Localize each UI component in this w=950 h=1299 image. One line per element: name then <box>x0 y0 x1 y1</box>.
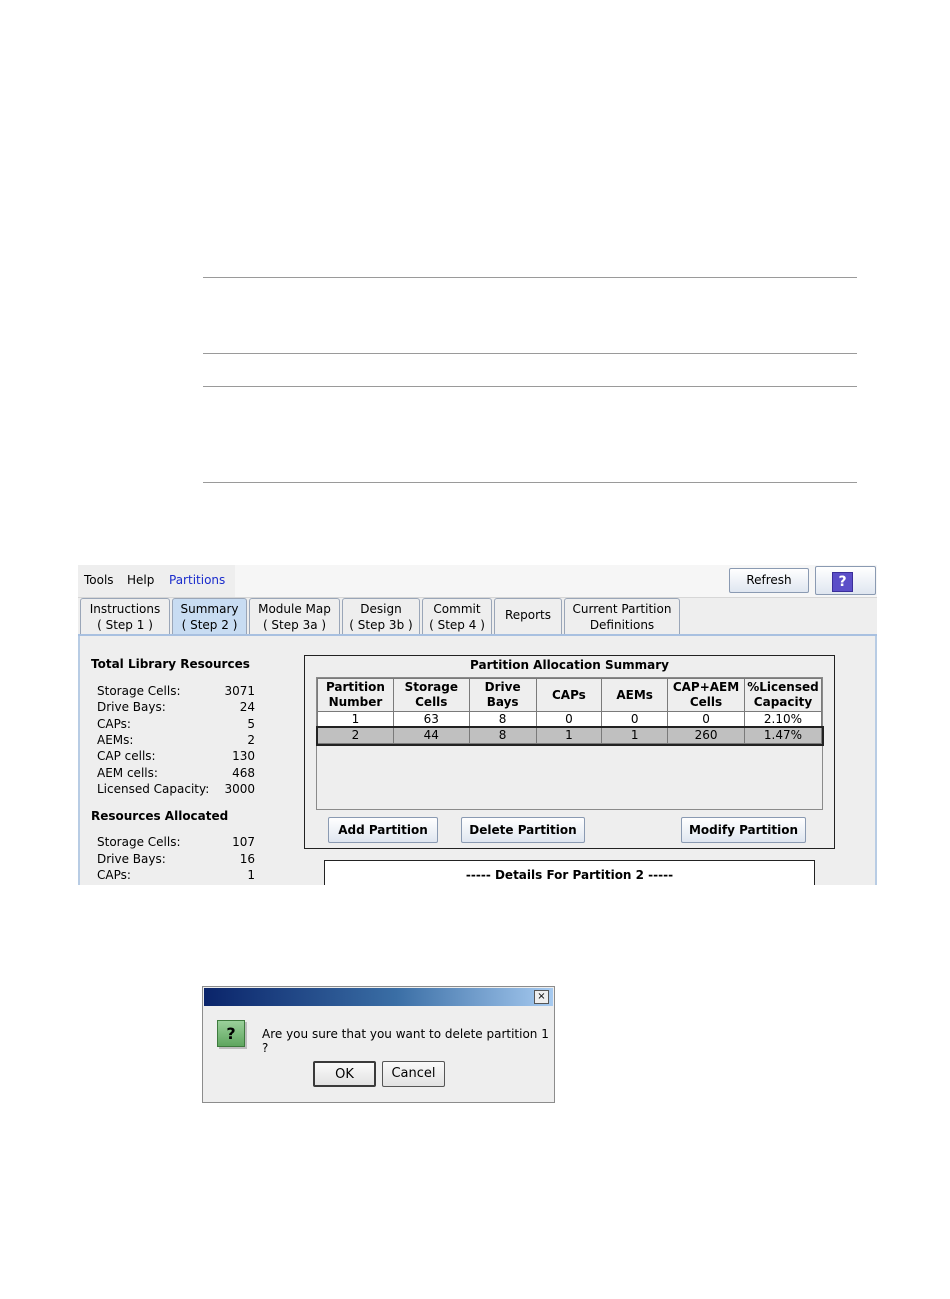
summary-tab-content <box>78 636 877 885</box>
tab-module-map[interactable] <box>249 598 340 634</box>
resource-value: 1 <box>247 868 255 882</box>
partitions-app-window <box>78 565 877 885</box>
tab-sublabel: ( Step 3b ) <box>349 618 413 632</box>
delete-confirmation-dialog <box>202 986 555 1103</box>
table-cell: 44 <box>393 728 469 744</box>
tab-sublabel: Definitions <box>589 618 655 632</box>
resource-value: 3000 <box>224 782 255 796</box>
total-resources-title: Total Library Resources <box>91 657 250 671</box>
tab-instructions[interactable] <box>80 598 170 634</box>
column-header-partition-number[interactable]: Partition Number <box>318 679 394 712</box>
tab-sublabel: ( Step 1 ) <box>97 618 153 632</box>
resource-label: Drive Bays: <box>97 852 166 866</box>
resource-value: 107 <box>232 835 255 849</box>
dialog-message: Are you sure that you want to delete partition 1 ? <box>262 1027 549 1055</box>
table-cell: 1.47% <box>744 728 821 744</box>
ok-button[interactable]: OK <box>313 1061 376 1087</box>
column-header-drive-bays[interactable]: Drive Bays <box>469 679 536 712</box>
question-icon: ? <box>217 1020 245 1047</box>
tab-sublabel: ( Step 3a ) <box>262 618 327 632</box>
help-button[interactable] <box>815 566 876 595</box>
table-cell: 8 <box>469 712 536 728</box>
resource-label: CAPs: <box>97 717 131 731</box>
table-cell: 2.10% <box>744 712 821 728</box>
resource-label: Storage Cells: <box>97 835 181 849</box>
resource-value: 5 <box>247 717 255 731</box>
table-cell: 1 <box>318 712 394 728</box>
menu-help[interactable]: Help <box>127 573 155 587</box>
details-panel-title: ----- Details For Partition 2 ----- <box>465 868 674 882</box>
allocated-resources-title: Resources Allocated <box>91 809 229 823</box>
add-partition-button[interactable]: Add Partition <box>328 817 438 843</box>
resource-label: CAP cells: <box>97 749 156 763</box>
help-question-icon: ? <box>832 572 853 592</box>
table-cell: 8 <box>469 728 536 744</box>
tab-label: Reports <box>504 608 552 622</box>
menu-tools[interactable]: Tools <box>84 573 114 587</box>
resource-label: Storage Cells: <box>97 684 181 698</box>
table-cell: 260 <box>668 728 745 744</box>
tab-design[interactable] <box>342 598 420 634</box>
tab-commit[interactable] <box>422 598 492 634</box>
table-header-row <box>318 679 822 712</box>
tab-sublabel: ( Step 2 ) <box>181 618 238 632</box>
tab-label: Summary <box>180 602 239 616</box>
close-icon[interactable]: × <box>534 990 549 1004</box>
tab-label: Design <box>360 602 402 616</box>
resource-label: CAPs: <box>97 868 131 882</box>
resource-label: AEMs: <box>97 733 134 747</box>
table-cell: 1 <box>536 728 602 744</box>
partition-table-container <box>316 677 823 810</box>
dialog-title-bar <box>204 988 553 1006</box>
table-cell: 1 <box>602 728 668 744</box>
table-cell: 0 <box>536 712 602 728</box>
divider-line <box>203 277 857 278</box>
table-row-selected[interactable] <box>318 728 822 744</box>
table-row[interactable] <box>318 712 822 728</box>
tab-label: Commit <box>433 602 481 616</box>
summary-panel-title: Partition Allocation Summary <box>470 658 669 672</box>
tab-summary[interactable] <box>172 598 247 634</box>
tab-label: Instructions <box>89 602 161 616</box>
cancel-button[interactable]: Cancel <box>382 1061 445 1087</box>
partition-details-panel <box>324 860 815 885</box>
table-cell: 2 <box>318 728 394 744</box>
modify-partition-button[interactable]: Modify Partition <box>681 817 806 843</box>
menu-partitions[interactable]: Partitions <box>169 573 226 587</box>
divider-line <box>203 482 857 483</box>
tab-current-partition-definitions[interactable] <box>564 598 680 634</box>
column-header-aems[interactable]: AEMs <box>602 679 668 712</box>
resource-value: 2 <box>247 733 255 747</box>
partition-table <box>317 678 822 744</box>
resource-value: 3071 <box>224 684 255 698</box>
table-cell: 63 <box>393 712 469 728</box>
tab-label: Current Partition <box>572 602 672 616</box>
resource-value: 130 <box>232 749 255 763</box>
resource-label: AEM cells: <box>97 766 158 780</box>
table-cell: 0 <box>602 712 668 728</box>
resource-value: 16 <box>239 852 255 866</box>
divider-line <box>203 353 857 354</box>
tab-reports[interactable] <box>494 598 562 634</box>
tab-sublabel: ( Step 4 ) <box>429 618 485 632</box>
partition-allocation-summary-panel <box>304 655 835 849</box>
column-header-cap-aem-cells[interactable]: CAP+AEM Cells <box>668 679 745 712</box>
refresh-button[interactable]: Refresh <box>729 568 809 593</box>
resource-value: 468 <box>232 766 255 780</box>
menu-bar <box>78 565 877 598</box>
divider-line <box>203 386 857 387</box>
tab-label: Module Map <box>258 602 331 616</box>
resource-label: Drive Bays: <box>97 700 166 714</box>
table-cell: 0 <box>668 712 745 728</box>
resource-value: 24 <box>239 700 255 714</box>
column-header-licensed-capacity[interactable]: %Licensed Capacity <box>744 679 821 712</box>
delete-partition-button[interactable]: Delete Partition <box>461 817 585 843</box>
column-header-caps[interactable]: CAPs <box>536 679 602 712</box>
resource-label: Licensed Capacity: <box>97 782 210 796</box>
column-header-storage-cells[interactable]: Storage Cells <box>393 679 469 712</box>
